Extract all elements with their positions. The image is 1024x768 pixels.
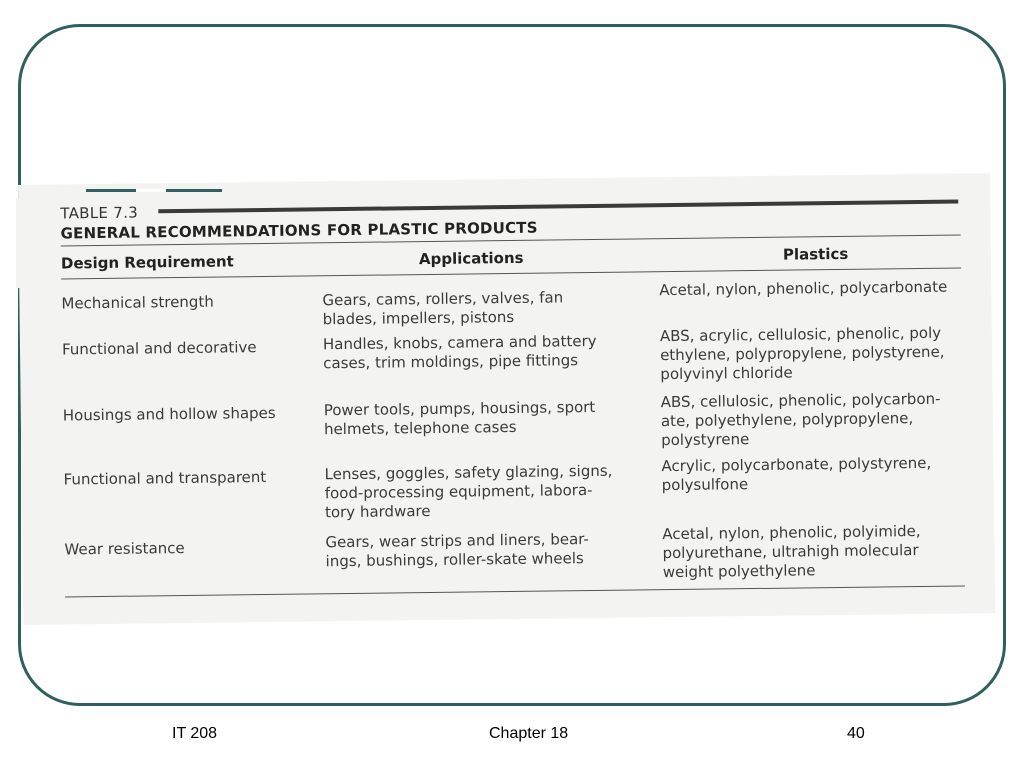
table-cell-plastics: ABS, acrylic, cellulosic, phenolic, poly ethylene, polypropylene, polystyrene, polyvinyl chloride [659,323,945,384]
table-cell-plastics: ABS, cellulosic, phenolic, polycarbon- ate, polyethylene, polypropylene, polystyrene [660,389,941,450]
table-cell-requirement: Mechanical strength [61,292,214,313]
column-header-design-requirement: Design Requirement [60,252,234,273]
table-title: GENERAL RECOMMENDATIONS FOR PLASTIC PRODUCTS [60,218,538,243]
table-cell-requirement: Functional and decorative [61,338,257,359]
footer-page-number: 40 [847,725,865,742]
table-cell-requirement: Wear resistance [64,538,185,559]
table-cell-plastics: Acrylic, polycarbonate, polystyrene, polysulfone [661,453,932,495]
table-label-rule [158,200,958,214]
table-cell-applications: Gears, cams, rollers, valves, fan blades, impellers, pistons [322,288,564,329]
corner-accent-gap [136,189,166,192]
table-cell-requirement: Functional and transparent [63,467,267,489]
footer-chapter: Chapter 18 [489,725,569,742]
table-label: TABLE 7.3 [60,203,139,223]
table-cell-requirement: Housings and hollow shapes [62,403,276,425]
table-cell-plastics: Acetal, nylon, phenolic, polycarbonate [659,277,948,300]
table-cell-plastics: Acetal, nylon, phenolic, polyimide, polyurethane, ultrahigh molecular weight polyethylene [662,521,921,582]
table-cell-applications: Gears, wear strips and liners, bear- ings, bushings, roller-skate wheels [325,530,589,571]
column-header-applications: Applications [418,248,524,269]
table-cell-applications: Handles, knobs, camera and battery cases, trim moldings, pipe fittings [322,331,597,373]
table-cell-applications: Lenses, goggles, safety glazing, signs, food-processing equipment, labora- tory hardware [324,461,613,522]
table-cell-applications: Power tools, pumps, housings, sport helmets, telephone cases [323,397,596,439]
table-bottom-rule [65,585,965,597]
column-header-plastics: Plastics [782,244,849,264]
scanned-table-image [18,173,995,625]
footer-course: IT 208 [172,725,218,742]
